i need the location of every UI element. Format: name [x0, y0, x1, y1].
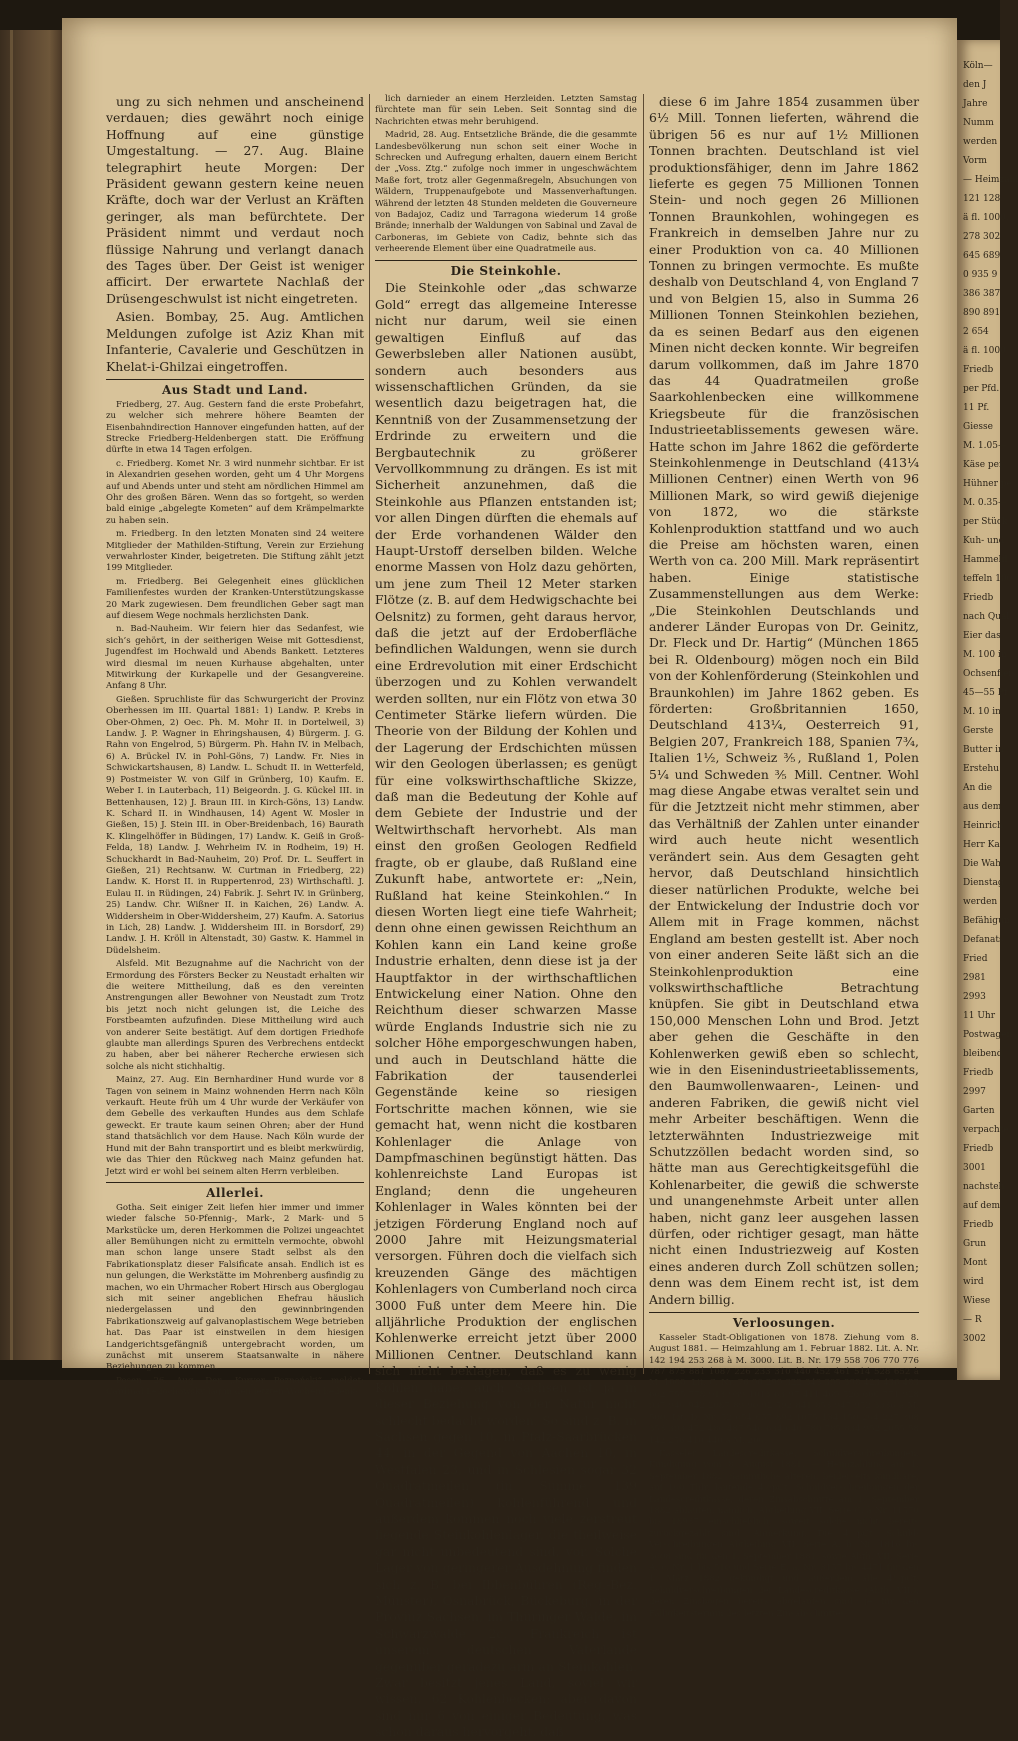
- adjacent-page-fragment: ä fl. 1000.: [963, 213, 1009, 223]
- article-body-steinkohle-continued: diese 6 im Jahre 1854 zusammen über 6½ Mill. Tonnen lieferten, während die übrigen 56 es nur auf 1½ Millionen Tonnen brachten. Deutschland ist viel produktionsfähiger, denn im Jahre 1862 lieferte es gegen 75 Millionen Tonnen Stein- und noch gegen 26 Millionen Tonnen Braunkohlen, wohingegen es Frankreich in demselben Jahre nur zu einer Produktion von ca. 40 Millionen Tonnen zu bringen vermochte. Es mußte deshalb von Deutschland 4, von England 7 und von Belgien 15, also in Summa 26 Millionen Tonnen Steinkohlen beziehen, da es seinen Bedarf aus den eigenen Minen nicht decken konnte. Wir begreifen darum vollkommen, daß im Jahre 1870 das 44 Quadratmeilen große Saarkohlenbecken eine willkommene Kriegsbeute für die französischen Industrieetablissements gewesen wäre. Hatte schon im Jahre 1862 die geförderte Steinkohlenmenge in Deutschland (413¼ Millionen Centner) einen Werth von 96 Millionen Mark, so wird gewiß diejenige von 1872, wo die stärkste Kohlenproduktion stattfand und wo auch die Preise am höchsten waren, einen Werth von ca. 200 Mill. Mark repräsentirt haben. Einige statistische Zusammenstellungen aus dem Werke: „Die Steinkohlen Deutschlands und anderer Länder Europas von Dr. Geinitz, Dr. Fleck und Dr. Hartig“ (München 1865 bei R. Oldenbourg) mögen noch ein Bild von der Kohlenförderung (Steinkohlen und Braunkohlen) im Jahre 1862 geben. Es förderten: Großbritannien 1650, Deutschland 413¼, Oesterreich 91, Belgien 207, Frankreich 188, Spanien 7¾, Italien 1½, Schweiz ⅗, Rußland 1, Polen 5¼ und Schweden ⅗ Mill. Centner. Wohl mag diese Angabe etwas veraltet sein und für die Jetztzeit nicht mehr stimmen, aber das Verhältniß der Zahlen unter einander wird auch heute nicht wesentlich verändert sein. Aus dem Gesagten geht hervor, daß Deutschland hinsichtlich dieser natürlichen Produkte, welche bei der Entwickelung der Industrie doch vor Allem mit in Frage kommen, nächst England am besten gestellt ist. Aber noch von einer anderen Seite läßt sich an die Steinkohlenproduktion eine volkswirthschaftliche Betrachtung knüpfen. Sie gibt in Deutschland etwa 150,000 Menschen Lohn und Brod. Jetzt aber gehen die Geschäfte in den Kohlenwerken gewiß eben so schlecht, wie in den Eisenindustrieetablissements, den Baumwollenwaaren-, Leinen- und anderen Fabriken, die gewiß nicht viel mehr Arbeiter beschäftigen. Wenn die letzterwähnten Industriezweige mit Schutzzöllen bedacht worden sind, so hätte man aus Gerechtigkeitsgefühl die Kohlenarbeiter, die gewiß die schwerste und unangenehmste Arbeit unter allen haben, nicht ganz leer ausgehen lassen dürfen, oder richtiger gesagt, man hätte nicht einen Industriezweig auf Kosten eines anderen durch Zoll schützen sollen; denn was dem Einem recht ist, ist dem Andern billig.: [649, 94, 919, 1307]
- adjacent-page-fragment: Friedb: [963, 365, 994, 375]
- adjacent-page-fragment: Käse per: [963, 460, 1004, 470]
- adjacent-page-fragment: Dienstag: [963, 878, 1004, 888]
- adjacent-page-fragment: Ochsenfleis: [963, 669, 1016, 679]
- asia-report: Asien. Bombay, 25. Aug. Amtlichen Meldungen zufolge ist Aziz Khan mit Infanterie, Cavalerie und Geschützen in Khelat-i-Ghilzai eingetroffen.: [106, 309, 364, 374]
- adjacent-page-fragment: per Stück: [963, 517, 1008, 527]
- adjacent-page-fragment: Herr Ka: [963, 840, 1000, 850]
- adjacent-page-fragment: 645 689: [963, 251, 1001, 261]
- adjacent-page-fragment: 2993: [963, 992, 986, 1002]
- adjacent-page-fragment: 11 Uhr: [963, 1011, 995, 1021]
- news-item: Mainz, 27. Aug. Ein Bernhardiner Hund wurde vor 8 Tagen von seinem in Mainz wohnenden Herrn nach Köln verkauft. Heute früh um 4 Uhr wurde der Verkäufer von dem Gebelle des verkauften Hundes aus dem Schlafe geweckt. Er traute kaum seinen Ohren; aber der Hund stand thatsächlich vor dem Hause. Nach Köln wurde der Hund mit der Bahn transportirt und es bleibt merkwürdig, wie das Thier den Rückweg nach Mainz gefunden hat. Jetzt wird er wohl bei seinem alten Herrn verbleiben.: [106, 1075, 364, 1177]
- section-heading-stadt-land: Aus Stadt und Land.: [161, 382, 309, 397]
- adjacent-page-fragment: 3001: [963, 1163, 986, 1173]
- column-1: [106, 94, 364, 1398]
- adjacent-page-fragment: M. 0.35—: [963, 498, 1007, 508]
- adjacent-page-fragment: Grun: [963, 1239, 987, 1249]
- article-heading-steinkohle: Die Steinkohle.: [450, 263, 562, 278]
- adjacent-page-fragment: 11 Pf.: [963, 403, 990, 413]
- adjacent-page-fragment: Die Wah: [963, 859, 1001, 869]
- adjacent-page-fragment: ä fl. 1000: [963, 346, 1006, 356]
- adjacent-page-fragment: bleibend: [963, 1049, 1003, 1059]
- adjacent-page-fragment: Defanats: [963, 935, 1004, 945]
- lottery-item: Kasseler Stadt-Obligationen von 1878. Ziehung vom 8. August 1881. — Heimzahlung am 1. Februar 1882. Lit. A. Nr. 142 194 253 268 à M. 3000. Lit. B. Nr. 179 558 706 770 776 787 875 881 1087 226 233 310 440 452 461 514 528 652 à M. 1000. Lit. C. Nr. 76 90 299 322 343 395 398 423 436 483 662 755 778 913 939 1013 63 97 411 469 526 666 771 928 937 940 942 2087 89 90 92 592 841 853 947 952 3336 à M. 500. Lit. D. Nr. 52 654 657 892 1075 134 150 204 227 308 353 393 472 486 487 546 634 640 780 785 834 952 2055 58 142 256 410 440 à M. 200.: [649, 1332, 919, 1446]
- newspaper-leaf: [62, 18, 957, 1740]
- adjacent-page-fragment: 45—55 Pf: [963, 688, 1008, 698]
- section-rule: [106, 379, 364, 380]
- adjacent-page-fragment: Friedb: [963, 1144, 994, 1154]
- adjacent-page-fragment: teffeln 100: [963, 574, 1013, 584]
- news-item: Posen, 26. Aug. Der „Kuryer Poznański“ meldet: Cardinal Ledochowsky lag in den letzten Wochen bedenk-: [106, 1375, 364, 1398]
- adjacent-page-fragment: 386 387: [963, 289, 1001, 299]
- adjacent-page-fragment: Friedb: [963, 593, 994, 603]
- news-item: m. Friedberg. In den letzten Monaten sind 24 weitere Mitglieder der Mathilden-Stiftung, Verein zur Erziehung verwahrloster Kinder, beigetreten. Die Stiftung zählt jetzt 199 Mitglieder.: [106, 529, 364, 574]
- adjacent-page-fragment: Gerste: [963, 726, 994, 736]
- news-item: Alsfeld. Mit Bezugnahme auf die Nachricht von der Ermordung des Försters Becker zu Neustadt erhalten wir die weitere Mittheilung, daß es den vereinten Anstrengungen aller Bewohner von Neustadt zum Trotz bis jetzt noch nicht gelungen ist, die Leiche des Forstbeamten aufzufinden. Diese Mittheilung wird auch von anderer Seite bestätigt. Auf dem dortigen Friedhofe glaubte man allerdings Spuren des Verbrechens entdeckt zu haben, aber bei näherer Recherche erwiesen sich solche als nicht stichhaltig.: [106, 959, 364, 1072]
- adjacent-page-fragment: 3002: [963, 1334, 986, 1344]
- column-divider: [643, 94, 644, 1374]
- adjacent-page-fragment: An die: [963, 783, 993, 793]
- news-item-jury-list: Gießen. Spruchliste für das Schwurgericht der Provinz Oberhessen im III. Quartal 1881: 1) Landw. P. Krebs in Ober-Ohmen, 2) Oec. Ph. M. Mohr II. in Dortelweil, 3) Landw. J. P. Wagner in Ehringshausen, 4) Bürgerm. J. G. Rahn von Engelrod, 5) Bürgerm. Ph. Hahn IV. in Melbach, 6) A. Brückel IV. in Pohl-Göns, 7) Landw. Fr. Nies in Schwickartshausen, 8) Landw. L. Schudt II. in Wetterfeld, 9) Postmeister W. von Gilf in Grünberg, 10) Kaufm. E. Weber I. in Lauterbach, 11) Beigeordn. J. G. Kückel III. in Bettenhausen, 12) J. Braun III. in Kirch-Göns, 13) Landw. K. Schard II. in Windhausen, 14) Agent W. Mosler in Gießen, 15) J. Stein III. in Ober-Breidenbach, 16) Baurath K. Klingelhöffer in Büdingen, 17) Landw. K. Geiß in Groß-Felda, 18) Landw. J. Wehrheim IV. in Rodheim, 19) H. Schuckhardt in Bad-Nauheim, 20) Prof. Dr. L. Seuffert in Gießen, 21) Rechtsanw. W. Curtman in Friedberg, 22) Landw. K. Horst II. in Ruppertenrod, 23) Wirthschaftl. J. Eulau II. in Rüdingen, 24) Fabrik. J. Sehrt IV. in Grünberg, 25) Landw. Chr. Wißner II. in Kaichen, 26) Landw. A. Widdersheim in Ober-Widdersheim, 27) Kaufm. A. Satorius in Lich, 28) Landw. J. Widdersheim III. in Borsdorf, 29) Landw. J. H. Kröll in Altenstadt, 30) Gastw. K. Hammel in Düdelsheim.: [106, 694, 364, 956]
- adjacent-page-fragment: Köln—: [963, 61, 993, 71]
- news-item: Friedberg, 27. Aug. Gestern fand die erste Probefahrt, zu welcher sich mehrere höhere Beamten der Eisenbahndirection Hannover eingefunden hatten, auf der Strecke Friedberg-Heldenbergen statt. Die Eröffnung dürfte in etwa 14 Tagen erfolgen.: [106, 399, 364, 456]
- adjacent-page-fragment: 2 654: [963, 327, 989, 337]
- adjacent-page-fragment: per Pfd.: [963, 384, 1000, 394]
- adjacent-page-fragment: 121 128: [963, 194, 1001, 204]
- adjacent-page-fragment: M. 1.05—: [963, 441, 1007, 451]
- adjacent-page-fragment: 2981: [963, 973, 986, 983]
- adjacent-page-fragment: Butter in: [963, 745, 1004, 755]
- adjacent-page-fragment: Jahre: [963, 99, 988, 109]
- news-item-continued: lich darnieder an einem Herzleiden. Letzten Samstag fürchtete man für sein Leben. Seit Sonntag sind die Nachrichten etwas mehr beruhigend.: [375, 94, 637, 127]
- adjacent-page-fragment: Postwagen: [963, 1030, 1013, 1040]
- article-body-steinkohle: Die Steinkohle oder „das schwarze Gold“ erregt das allgemeine Interesse nicht nur darum, weil sie einen gewaltigen Einfluß auf das Gewerbsleben aller Nationen ausübt, sondern auch besonders aus wissenschaftlichen Gründen, da sie wesentlich dazu beigetragen hat, die Kenntniß von der Zusammensetzung der Erdrinde zu erweitern und die Bergbautechnik zu größerer Vervollkommnung zu drängen. Es ist mit Sicherheit anzunehmen, daß die Steinkohle aus Pflanzen entstanden ist; vor allen Dingen dürften die ehemals auf der Erde vorhandenen Wälder den Haupt-Urstoff derselben bilden. Welche enorme Massen von Holz dazu gehörten, um jene zum Theil 12 Meter starken Flötze (z. B. auf dem Hedwigschachte bei Oelsnitz) zu formen, geht daraus hervor, daß die jetzt auf der Erdoberfläche befindlichen Waldungen, wenn sie durch eine Erdrevolution mit einer Erdschicht überzogen und zu Kohlen verwandelt werden sollten, nur ein Flötz von etwa 30 Centimeter Stärke liefern würden. Die Theorie von der Bildung der Kohlen und der Lagerung der Erdschichten müssen wir den Geologen überlassen; es genügt für eine volkswirthschaftliche Skizze, daß man die Bedeutung der Kohle auf dem Gebiete der Industrie und der Weltwirthschaft hervorhebt. Als man einst den großen Geologen Redfield fragte, ob er glaube, daß Rußland eine Zukunft habe, antwortete er: „Nein, Rußland hat keine Steinkohlen.“ In diesen Worten liegt eine tiefe Wahrheit; denn ohne einen gewissen Reichthum an Kohlen kann ein Land keine große Industrie erhalten, denn diese ist ja der Hauptfaktor in der wirthschaftlichen Entwickelung einer Nation. Ohne den Reichthum dieser schwarzen Masse würde Englands Industrie sich nie zu solcher Höhe emporgeschwungen haben, und auch in Deutschland hätte die Fabrikation der tausenderlei Gegenstände keine so riesigen Fortschritte machen können, wie sie gemacht hat, wenn nicht die kostbaren Kohlenlager die Anlage von Dampfmaschinen begünstigt hätten. Das kohlenreichste Land Europas ist England; denn die ungeheuren Kohlenlager in Wales könnten bei der jetzigen Förderung England noch auf 2000 Jahre mit Heizungsmaterial versorgen. Führen doch die vielfach sich kreuzenden Gänge des mächtigen Kohlenlagers von Cumberland noch circa 3000 Fuß unter dem Meere hin. Die alljährliche Produktion der englischen Kohlenwerke erreicht jetzt über 2000 Millionen Centner. Deutschland kann sich nicht beklagen, daß es zu wenig Kohlen habe; auch Sachsen ist ja in dieser Beziehung von der Natur nicht schlecht bedacht worden. So sind z. B. in Sachsen gegen 10, in Pfalz-Saarbrücken 44, in der Gegend von Aachen 10, in Westfalen 23, und in Schlesien sogar 32 Quadratmeilen (in Summe 139 Quadratmeilen) kohlenführend und außerdem kommen noch viele zerstreut liegende Steinkohlenlager, die theilweise gar nicht unbedeutend sind, vor. Solche Lager von geringerer Ausdehnung finden sich z. B. bei Ibbenbühren (Reg.-Bez. Münster), Osnabrück, Bückeburg, in der Provinz Sachsen, im Thüringer Walde, im Schwarzwalde 2c. Frankreich ist unserem deutschen Vaterlande gegenüber geradezu arm an Steinkohlen. Zwar besitzt jenes Land, soviel wir wissen, 62 Kohlenbecken; aber davon sind nur 6 von einiger Bedeutung, was schon daraus hervorgeht, daß: [375, 280, 637, 1740]
- news-item: n. Bad-Nauheim. Wir feiern hier das Sedanfest, wie sich’s gehört, in der seitherigen Weise mit Gottesdienst, Jugendfest im Hochwald und Abends Bankett. Letzteres wird diesmal im neuen Kurhause abgehalten, unter Mitwirkung der Kurkapelle und der Gesangvereine. Anfang 8 Uhr.: [106, 624, 364, 692]
- adjacent-page-fragment: 278 302: [963, 232, 1001, 242]
- news-item-madrid: Madrid, 28. Aug. Entsetzliche Brände, die die gesammte Landesbevölkerung nun schon seit einer Woche in Schrecken und Aufregung erhalten, dauern einem Bericht der „Voss. Ztg.“ zufolge noch immer in ungeschwächtem Maße fort, trotz aller Gegenmaßregeln, Absuchungen von Wäldern, Truppenaufgebote und Massenverhaftungen. Während der letzten 48 Stunden meldeten die Gouverneure von Badajoz, Cadiz und Tarragona wiederum 14 große Brände; innerhalb der Waldungen von Sabinal und Zaval de Carboneras, im Gebiete von Cadiz, behnte sich das verheerende Element über eine Quadratmeile aus.: [375, 130, 637, 255]
- news-item: m. Friedberg. Bei Gelegenheit eines glücklichen Familienfestes wurden der Kranken-Unterstützungskasse 20 Mark zugewiesen. Dem freundlichen Geber sagt man auf diesem Wege nochmals herzlichsten Dank.: [106, 576, 364, 622]
- adjacent-page-fragment: 890 891: [963, 308, 1001, 318]
- adjacent-page-edge: [957, 40, 1018, 1380]
- column-2: [375, 94, 637, 1740]
- adjacent-page-fragment: Wiese: [963, 1296, 991, 1306]
- adjacent-page-fragment: aus dem: [963, 802, 1002, 812]
- adjacent-page-fragment: nach Qual: [963, 612, 1010, 622]
- adjacent-page-fragment: Hammelfl: [963, 555, 1008, 565]
- adjacent-page-fragment: — R: [963, 1315, 982, 1325]
- adjacent-page-fragment: Garten: [963, 1106, 995, 1116]
- column-divider: [369, 94, 370, 1374]
- adjacent-page-fragment: Eier das: [963, 631, 1001, 641]
- adjacent-page-fragment: Friedb: [963, 1220, 994, 1230]
- adjacent-page-fragment: M. 10 in: [963, 707, 1001, 717]
- section-rule: [106, 1182, 364, 1183]
- column-3: [649, 94, 919, 1619]
- adjacent-page-fragment: Friedb: [963, 1068, 994, 1078]
- section-rule: [375, 260, 637, 261]
- section-heading-verloosungen: Verloosungen.: [732, 1316, 836, 1331]
- adjacent-page-fragment: Mont: [963, 1258, 988, 1268]
- adjacent-page-fragment: Heinrich: [963, 821, 1003, 831]
- adjacent-page-fragment: Befähigun: [963, 916, 1010, 926]
- adjacent-page-fragment: M. 100 in: [963, 650, 1007, 660]
- us-president-report: ung zu sich nehmen und anscheinend verdauen; dies gewährt noch einige Hoffnung auf eine günstige Umgestaltung. — 27. Aug. Blaine telegraphirt heute Morgen: Der Präsident gewann gestern keine neuen Kräfte, doch war der Verlust an Kräften geringer, als man befürchtete. Der Präsident nimmt und verdaut noch flüssige Nahrung und verlangt danach des Tages über. Der Geist ist weniger afficirt. Der erwartete Nachlaß der Drüsengeschwulst ist nicht eingetreten.: [106, 94, 364, 306]
- adjacent-page-fragment: Erstehu: [963, 764, 1000, 774]
- adjacent-page-fragment: den J: [963, 80, 987, 90]
- adjacent-page-fragment: auf dem: [963, 1201, 1000, 1211]
- adjacent-page-fragment: 0 935 9: [963, 270, 998, 280]
- adjacent-page-fragment: Numm: [963, 118, 994, 128]
- news-item: Gotha. Seit einiger Zeit liefen hier immer und immer wieder falsche 50-Pfennig-, Mark-, 2 Mark- und 5 Markstücke um, deren Herkommen die Polizei ungeachtet aller Bemühungen nicht zu ermitteln vermochte, obwohl man schon lange unsere Stadt selbst als den Fabrikationsplatz dieser Falsificate ansah. Endlich ist es nun gelungen, die Werkstätte im Mohrenberg ausfindig zu machen, wo ein Uhrmacher Robert Hirsch aus Oberglogau sich mit seiner angeblichen Ehefrau häuslich niedergelassen und den gewinnbringenden Fabrikationszweig auf galvanoplastischem Wege betrieben hat. Das Paar ist einstweilen in dem hiesigen Landgerichtsgefängniß untergebracht worden, um zunächst mit unserem Staatsanwalte in nähere Beziehungen zu kommen.: [106, 1202, 364, 1373]
- section-heading-allerlei: Allerlei.: [206, 1185, 264, 1200]
- adjacent-page-fragment: 2997: [963, 1087, 986, 1097]
- adjacent-page-fragment: Hühner pe: [963, 479, 1012, 489]
- adjacent-page-fragment: verpachte: [963, 1125, 1009, 1135]
- adjacent-page-fragment: werden: [963, 897, 998, 907]
- book-binding: [0, 30, 64, 1360]
- adjacent-page-fragment: Fried: [963, 954, 988, 964]
- adjacent-page-fragment: werden: [963, 137, 998, 147]
- adjacent-page-fragment: Giesse: [963, 422, 993, 432]
- lottery-item: Kasseler Landescreditkasse, Schuldverschreibungen. Kündigung vom 8. August 1881. — Heimzahlung am 1. September 1882. Sämmtliche älteren, beiderseits kündbare, auf 100 Thlr. lautende 4½pCt. Schuldverschreibungen der Landescreditkasse, deren Zinsabschnitte am 1. September 1882 ablaufen, nämlich: Abtheilung VII. Serie C. à Nr. 11570 bis 18937 einschließlich, soweit solche nicht bereits zurückgezahlt sind. Anmerkung. Die 4½pCt. Schuld-Verschreibungen Abtheilung VII. Serie A. b. Nr. 1816 bis 3608 sind für den 1. September 1881, sowie Abth. VII. Serie A. c. Nr. 1 bis 510 und Serie E. a. Nr. 3157 bis 4471 für den 1. März 1882 gekündigt und außerdem alle 4½pCt. Schuldverschreibungen der Landescreditkasse (Abth. VII.), deren Zinsbogen bereits abgelaufen sind, je für den Fälligkeitstermin des letzten Zinsabschnittes.: [649, 1448, 919, 1619]
- news-item: c. Friedberg. Komet Nr. 3 wird nunmehr sichtbar. Er ist in Alexandrien gesehen worden, geht um 4 Uhr Morgens auf und Abends unter und steht am nördlichen Himmel am Ohr des großen Bären. Wenn das so fortgeht, so werden bald einige „abgelegte Kometen“ auf dem Krämpelmarkte zu haben sein.: [106, 458, 364, 526]
- adjacent-page-fragment: wird: [963, 1277, 984, 1287]
- adjacent-page-fragment: Kuh- und: [963, 536, 1005, 546]
- adjacent-page-fragment: — Heimzahl: [963, 175, 1018, 185]
- section-rule: [649, 1312, 919, 1313]
- adjacent-page-fragment: Vorm: [963, 156, 987, 166]
- adjacent-page-fragment: nachsteh: [963, 1182, 1005, 1192]
